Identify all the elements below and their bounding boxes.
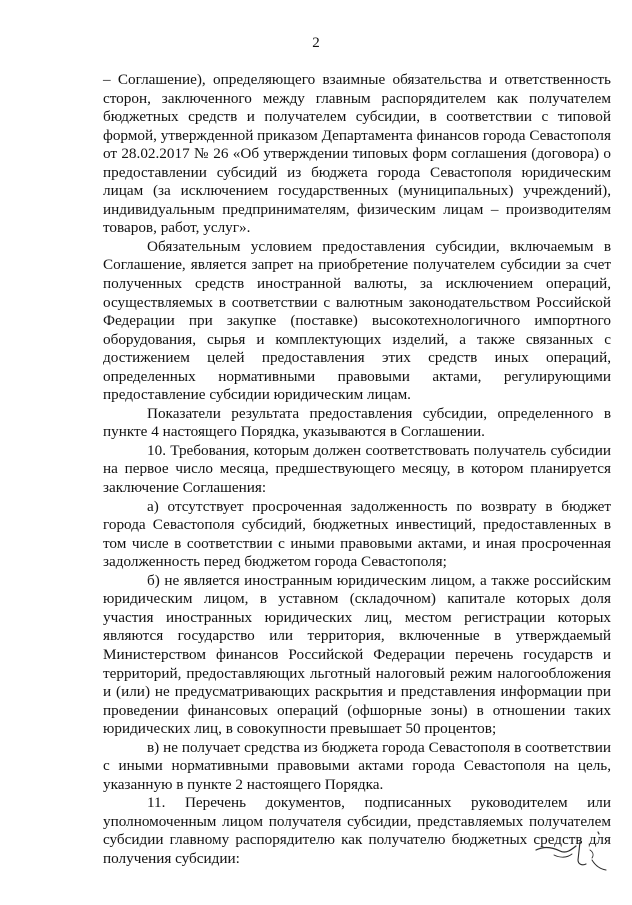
paragraph-requirements-10: 10. Требования, которым должен соответствовать получатель субсидии на первое число месяца, предшествующего месяцу, в котором планируется заключение Соглашения: xyxy=(103,441,611,497)
paragraph-requirement-b: б) не является иностранным юридическим лицом, а также российским юридическим лицом, в уставном (складочном) капитале которых доля участия иностранных юридических лиц, местом регистрации которых являются государство или территория, включенные в утверждаемый Министерством финансов Российской Федерации перечень государств и территорий, предоставляющих льготный налоговый режим налогообложения и (или) не предусматривающих раскрытия и представления информации при проведении финансовых операций (офшорные зоны) в отношении таких юридических лиц, в совокупности превышает 50 процентов; xyxy=(103,571,611,738)
handwritten-signature xyxy=(530,820,610,880)
paragraph-result-indicators: Показатели результата предоставления субсидии, определенного в пункте 4 настоящего Порядка, указываются в Соглашении. xyxy=(103,404,611,441)
paragraph-mandatory-condition: Обязательным условием предоставления субсидии, включаемым в Соглашение, является запрет на приобретение получателем субсидии за счет полученных средств иностранной валюты, за исключением операций, осуществляемых в соответствии с валютным законодательством Российской Федерации при закупке (поставке) высокотехнологичного импортного оборудования, сырья и комплектующих изделий, а также связанных с достижением целей предоставления этих средств иных операций, определенных нормативными правовыми актами, регулирующими предоставление субсидии юридическим лицам. xyxy=(103,237,611,404)
paragraph-requirement-a: а) отсутствует просроченная задолженность по возврату в бюджет города Севастополя субсидий, бюджетных инвестиций, предоставленных в том числе в соответствии с иными правовыми актами, и иная просроченная задолженность перед бюджетом города Севастополя; xyxy=(103,497,611,571)
document-body xyxy=(103,71,611,869)
paragraph-documents-11: 11. Перечень документов, подписанных руководителем или уполномоченным лицом получателя субсидии, представляемых получателем субсидии главному распорядителю как получателю бюджетных средств для получения субсидии: xyxy=(103,794,611,867)
page-number: 2 xyxy=(312,35,320,51)
paragraph-requirement-v: в) не получает средства из бюджета города Севастополя в соответствии с иными нормативными правовыми актами города Севастополя на цель, указанную в пункте 2 настоящего Порядка. xyxy=(103,738,611,793)
paragraph-agreement-definition: – Соглашение), определяющего взаимные обязательства и ответственность сторон, заключенного между главным распорядителем как получателем бюджетных средств и получателем субсидии, в соответствии с типовой формой, утвержденной приказом Департамента финансов города Севастополя от 28.02.2017 № 26 «Об утверждении типовых форм соглашения (договора) о предоставлении субсидий из бюджета города Севастополя юридическим лицам (за исключением государственных (муниципальных) учреждений), индивидуальным предпринимателям, физическим лицам – производителям товаров, работ, услуг». xyxy=(103,71,611,237)
